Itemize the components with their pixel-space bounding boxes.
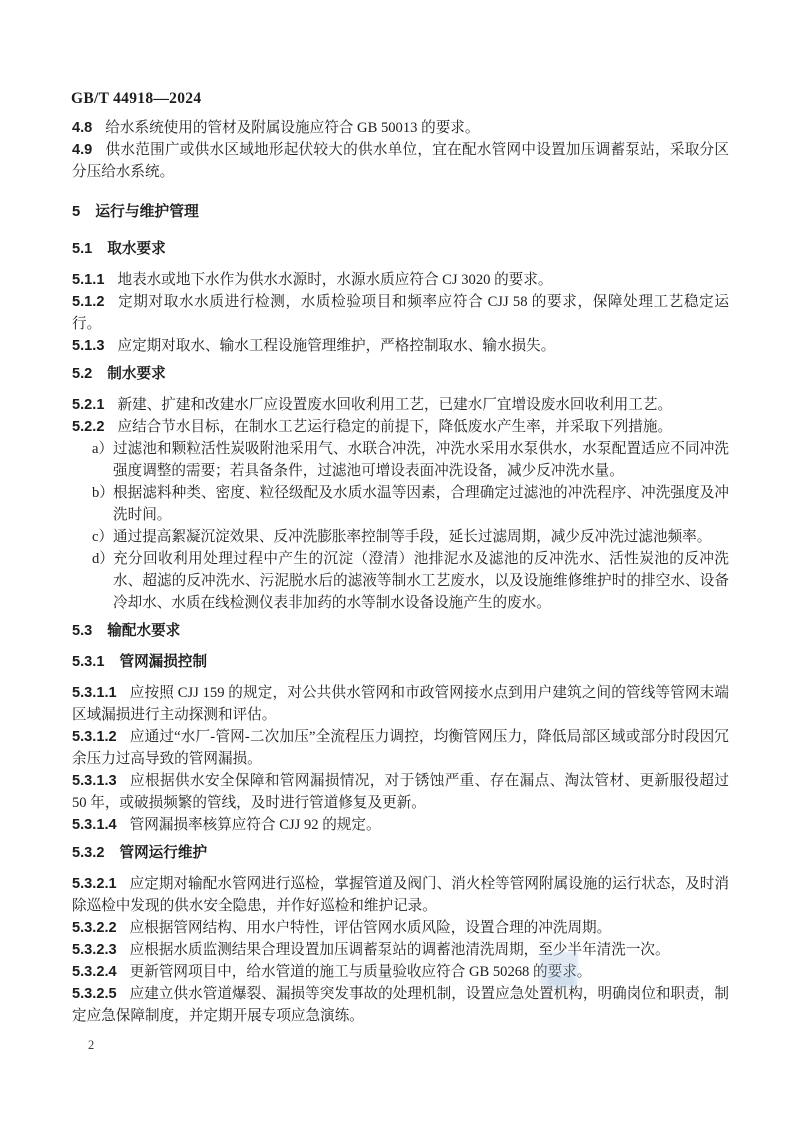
heading-title: 制水要求: [107, 366, 166, 382]
chapter-heading-5: [72, 201, 729, 223]
section-heading-5-1: [72, 238, 729, 260]
clause-text: 应通过“水厂-管网-二次加压”全流程压力调控，均衡管网压力，降低局部区域或部分时段因冗余压力过高导致的管网漏损。: [72, 729, 729, 767]
clause-text: 应根据供水安全保障和管网漏损情况，对于锈蚀严重、存在漏点、淘汰管材、更新服役超过 50 年，或破损频繁的管线，及时进行管道修复及更新。: [72, 773, 729, 811]
clause-text: 应定期对输配水管网进行巡检，掌握管道及阀门、消火栓等管网附属设施的运行状态，及时消除巡检中发现的供水安全隐患，并作好巡检和维护记录。: [72, 876, 729, 914]
subsection-heading-5-3-2: [72, 842, 729, 864]
clause-5-3-1-2: [72, 726, 729, 770]
subsection-heading-5-3-1: [72, 651, 729, 673]
heading-number: 5.3.1: [72, 654, 105, 670]
clause-5-1-1: [72, 269, 729, 291]
clause-text: 应结合节水目标，在制水工艺运行稳定的前提下，降低废水产生率，并采取下列措施。: [117, 419, 673, 435]
clause-number: 5.3.1.3: [72, 773, 117, 789]
clause-text: 应按照 CJJ 159 的规定，对公共供水管网和市政管网接水点到用户建筑之间的管线等管网末端区域漏损进行主动探测和评估。: [72, 685, 729, 723]
clause-text: 供水范围广或供水区域地形起伏较大的供水单位，宜在配水管网中设置加压调蓄泵站，采取分区分压给水系统。: [72, 142, 729, 180]
list-item-text: 根据滤料种类、密度、粒径级配及水质水温等因素，合理确定过滤池的冲洗程序、冲洗强度及冲洗时间。: [113, 485, 729, 523]
clause-5-3-1-1: [72, 682, 729, 726]
clause-5-2-1: [72, 394, 729, 416]
clause-number: 4.8: [72, 120, 93, 136]
clause-text: 应建立供水管道爆裂、漏损等突发事故的处理机制，设置应急处置机构，明确岗位和职责，制定应急保障制度，并定期开展专项应急演练。: [72, 986, 729, 1024]
clause-number: 5.1.1: [72, 272, 105, 288]
clause-text: 应定期对取水、输水工程设施管理维护，严格控制取水、输水损失。: [117, 338, 556, 354]
clause-4-8: [72, 117, 729, 139]
list-marker: d）: [92, 551, 114, 567]
clause-text: 更新管网项目中，给水管道的施工与质量验收应符合 GB 50268 的要求。: [129, 964, 592, 980]
clause-5-2-2: [72, 416, 729, 438]
clause-5-3-2-1: [72, 873, 729, 917]
list-item-text: 通过提高絮凝沉淀效果、反冲洗膨胀率控制等手段，延长过滤周期，减少反冲洗过滤池频率。: [113, 529, 712, 545]
document-body: [72, 117, 729, 1027]
clause-number: 5.3.2.3: [72, 942, 117, 958]
heading-title: 取水要求: [107, 241, 166, 257]
list-item-a: [72, 438, 729, 482]
clause-number: 5.1.2: [72, 294, 105, 310]
clause-text: 给水系统使用的管材及附属设施应符合 GB 50013 的要求。: [105, 120, 480, 136]
standard-number-header: GB/T 44918—2024: [71, 90, 202, 107]
clause-number: 4.9: [72, 142, 93, 158]
clause-5-3-2-3: [72, 939, 729, 961]
list-item-c: [72, 526, 729, 548]
clause-number: 5.2.1: [72, 397, 105, 413]
heading-number: 5.3: [72, 623, 93, 639]
clause-number: 5.3.2.4: [72, 964, 117, 980]
heading-number: 5: [72, 204, 81, 220]
clause-number: 5.3.2.1: [72, 876, 117, 892]
heading-number: 5.1: [72, 241, 93, 257]
heading-number: 5.2: [72, 366, 93, 382]
clause-number: 5.3.1.2: [72, 729, 117, 745]
clause-5-3-2-5: [72, 983, 729, 1027]
heading-title: 运行与维护管理: [95, 204, 199, 220]
clause-text: 应根据管网结构、用水户特性，评估管网水质风险，设置合理的冲洗周期。: [129, 920, 612, 936]
list-marker: b）: [92, 485, 114, 501]
list-item-d: [72, 548, 729, 614]
clause-number: 5.2.2: [72, 419, 105, 435]
section-heading-5-2: [72, 363, 729, 385]
clause-text: 应根据水质监测结果合理设置加压调蓄泵站的调蓄池清洗周期，至少半年清洗一次。: [129, 942, 670, 958]
clause-number: 5.3.2.2: [72, 920, 117, 936]
heading-title: 输配水要求: [107, 623, 181, 639]
clause-text: 定期对取水水质进行检测，水质检验项目和频率应符合 CJJ 58 的要求，保障处理工艺稳定运行。: [72, 294, 729, 332]
list-marker: a）: [92, 441, 114, 457]
list-item-text: 充分回收利用处理过程中产生的沉淀（澄清）池排泥水及滤池的反冲洗水、活性炭池的反冲洗水、超滤的反冲洗水、污泥脱水后的滤液等制水工艺废水，以及设施维修维护时的排空水、设备冷却水、水质在线检测仪表非加药的水等制水设备设施产生的废水。: [113, 551, 729, 611]
heading-number: 5.3.2: [72, 845, 105, 861]
clause-text: 地表水或地下水作为供水水源时，水源水质应符合 CJ 3020 的要求。: [117, 272, 553, 288]
clause-number: 5.3.1.1: [72, 685, 117, 701]
clause-number: 5.3.1.4: [72, 817, 117, 833]
clause-number: 5.1.3: [72, 338, 105, 354]
list-item-text: 过滤池和颗粒活性炭吸附池采用气、水联合冲洗，冲洗水采用水泵供水，水泵配置适应不同冲洗强度调整的需要；若具备条件，过滤池可增设表面冲洗设备，减少反冲洗水量。: [113, 441, 729, 479]
page-number: 2: [88, 1038, 95, 1052]
list-item-b: [72, 482, 729, 526]
clause-5-3-1-4: [72, 814, 729, 836]
clause-5-1-2: [72, 291, 729, 335]
section-heading-5-3: [72, 620, 729, 642]
clause-5-3-2-2: [72, 917, 729, 939]
clause-5-1-3: [72, 335, 729, 357]
watermark: [548, 975, 574, 989]
heading-title: 管网漏损控制: [119, 654, 208, 670]
clause-text: 新建、扩建和改建水厂应设置废水回收利用工艺，已建水厂宜增设废水回收利用工艺。: [117, 397, 673, 413]
clause-5-3-1-3: [72, 770, 729, 814]
clause-number: 5.3.2.5: [72, 986, 117, 1002]
clause-text: 管网漏损率核算应符合 CJJ 92 的规定。: [129, 817, 381, 833]
clause-5-3-2-4: [72, 961, 729, 983]
list-marker: c）: [92, 529, 114, 545]
clause-4-9: [72, 139, 729, 183]
heading-title: 管网运行维护: [119, 845, 208, 861]
